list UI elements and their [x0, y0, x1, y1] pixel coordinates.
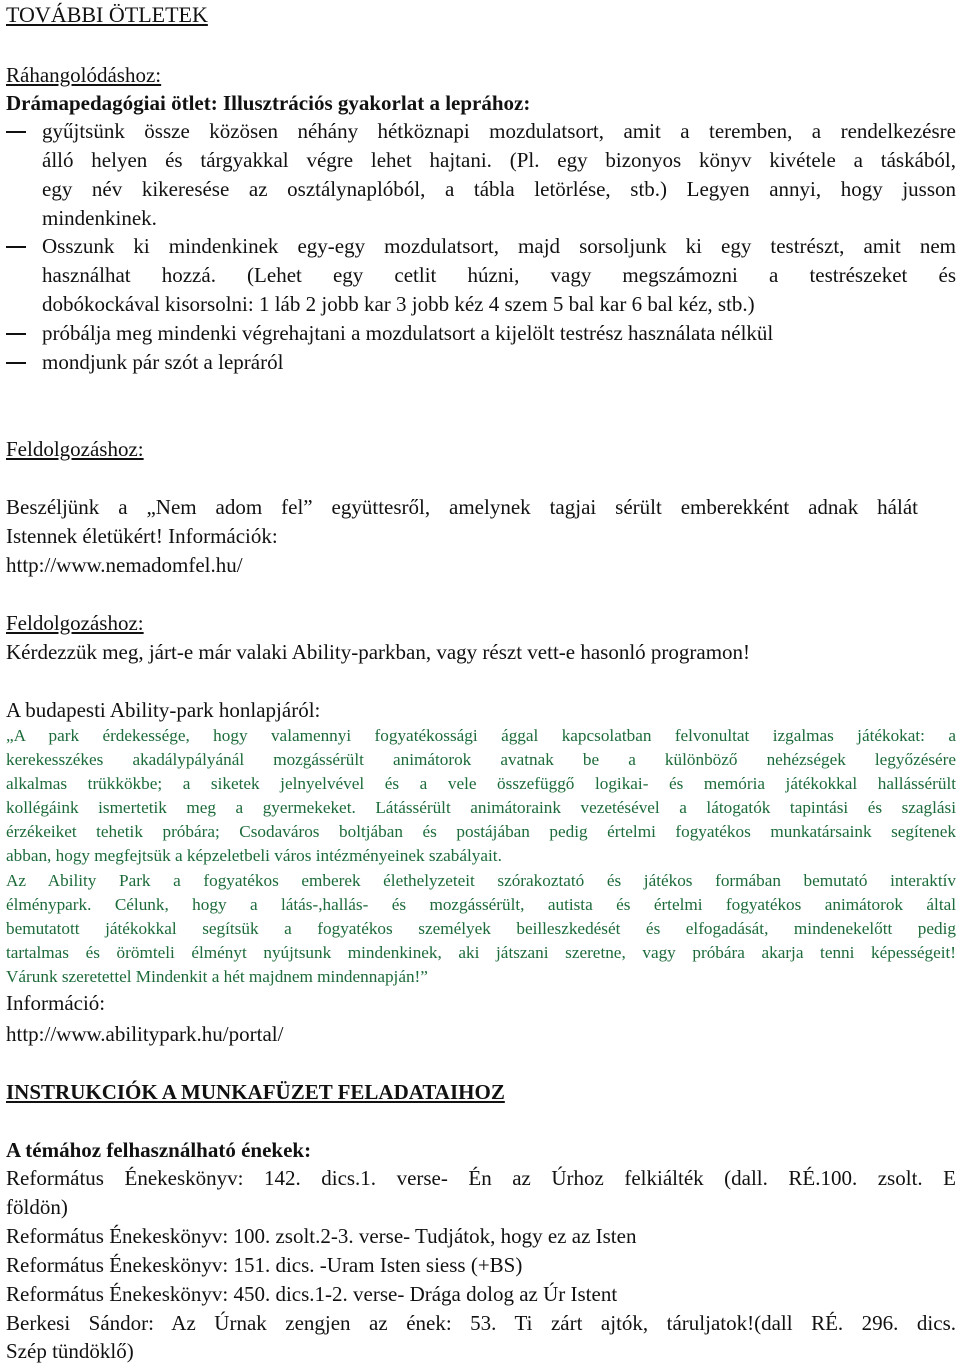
bullet-line: Osszunk ki mindenkinek egy-egy mozdulatsort, majd sorsoljunk ki egy testrészt, amit nem	[42, 234, 956, 258]
quote-line: kerekesszékes akadálypályánál mozgássérült animátorok avatnak be a különböző nehézségek legyőzésére	[6, 750, 956, 769]
song-line: földön)	[6, 1195, 68, 1219]
page-title: TOVÁBBI ÖTLETEK	[6, 2, 208, 27]
song-line: Református Énekeskönyv: 100. zsolt.2-3. verse- Tudjátok, hogy ez az Isten	[6, 1224, 637, 1248]
quote-line: élménypark. Célunk, hogy a látás-,hallás- és mozgássérült, autista és értelmi fogyatékos animátorok által	[6, 895, 956, 914]
bullet-line: álló helyen és tárgyakkal végre lehet hajtani. (Pl. egy bizonyos könyv kivétele a táskából,	[42, 148, 956, 172]
bullet-dash	[6, 131, 26, 133]
quote-line: Az Ability Park a fogyatékos emberek élethelyzeteit szórakoztató és játékos formában bemutató interaktív	[6, 871, 956, 890]
warmup-subheading: Drámapedagógiai ötlet: Illusztrációs gyakorlat a leprához:	[6, 91, 531, 115]
songs-heading: A témához felhasználható énekek:	[6, 1138, 312, 1162]
bullet-dash	[6, 333, 26, 335]
quote-line: kollégáink ismertetik meg a gyermekeket. Látássérült animátoraink vezetésével a látogatók tapintási és szaglási	[6, 798, 956, 817]
nemadomfel-link[interactable]: http://www.nemadomfel.hu/	[6, 553, 243, 577]
bullet-line: használhat hozzá. (Lehet egy cetlit húzni, vagy megszámozni a testrészeket és	[42, 263, 956, 287]
song-line: Református Énekeskönyv: 450. dics.1-2. verse- Drága dolog az Úr Istent	[6, 1282, 618, 1306]
warmup-heading: Ráhangolódáshoz:	[6, 63, 162, 87]
processing-heading: Feldolgozáshoz:	[6, 437, 144, 461]
quote-line: abban, hogy megfejtsük a képzeletbeli város intézményeinek szabályait.	[6, 846, 502, 865]
bullet-line: dobókockával kisorsolni: 1 láb 2 jobb kar 3 jobb kéz 4 szem 5 bal kar 6 bal kéz, stb.)	[42, 292, 755, 316]
bullet-line: gyűjtsünk össze közösen néhány hétköznapi mozdulatsort, amit a teremben, a rendelkezésre	[42, 119, 956, 143]
song-line: Református Énekeskönyv: 142. dics.1. verse- Én az Úrhoz felkiálték (dall. RÉ.100. zsolt. E	[6, 1166, 956, 1190]
song-line: Szép tündöklő)	[6, 1339, 134, 1363]
instructions-heading: INSTRUKCIÓK A MUNKAFÜZET FELADATAIHOZ	[6, 1080, 505, 1104]
abilitypark-link[interactable]: http://www.abilitypark.hu/portal/	[6, 1022, 284, 1046]
quote-line: bemutatott játékokkal segítsük a fogyatékos személyek beilleszkedését és elfogadását, mindenekelőtt pedig	[6, 919, 956, 938]
quote-line: alkalmas trükkökbe; a siketek jelnyelvével és a vele összefüggő logikai- és memória játékokkal hallássérült	[6, 774, 956, 793]
quote-line: „A park érdekessége, hogy valamennyi fogyatékossági ággal kapcsolatban felvonultat izgalmas játékokat: a	[6, 726, 956, 745]
quote-line: tartalmas és örömteli élményt nyújtsunk mindenkinek, aki játszani szeretne, vagy próbára akarja tenni képességeit!	[6, 943, 956, 962]
bullet-line: próbálja meg mindenki végrehajtani a mozdulatsort a kijelölt testrész használata nélkül	[42, 321, 774, 345]
bullet-dash	[6, 362, 26, 364]
song-line: Berkesi Sándor: Az Úrnak zengjen az ének: 53. Ti zárt ajtók, táruljatok!(dall RÉ. 296. dics.	[6, 1311, 956, 1335]
question-line: Kérdezzük meg, járt-e már valaki Ability-parkban, vagy részt vett-e hasonló programon!	[6, 640, 751, 664]
bullet-line: mondjunk pár szót a lepráról	[42, 350, 284, 374]
paragraph-line: Beszéljünk a „Nem adom fel” együttesről, amelynek tagjai sérült emberekként adnak hálát	[6, 495, 918, 519]
paragraph-line: Istennek életükért! Információk:	[6, 524, 278, 548]
song-line: Református Énekeskönyv: 151. dics. -Uram Isten siess (+BS)	[6, 1253, 523, 1277]
processing-heading: Feldolgozáshoz:	[6, 611, 144, 635]
info-label: Információ:	[6, 991, 106, 1015]
bullet-line: egy név kikeresése az osztálynaplóból, a tábla letörlése, stb.) Legyen annyi, hogy jusson	[42, 177, 956, 201]
quote-line: Várunk szeretettel Mindenkit a hét majdnem mindennapján!”	[6, 967, 428, 986]
bullet-line: mindenkinek.	[42, 206, 157, 230]
quote-line: érzékeiket tehetik próbára; Csodaváros boltjában és postájában pedig értelmi fogyatékos munkatársaink segítenek	[6, 822, 956, 841]
bullet-dash	[6, 246, 26, 248]
quote-source: A budapesti Ability-park honlapjáról:	[6, 698, 321, 722]
